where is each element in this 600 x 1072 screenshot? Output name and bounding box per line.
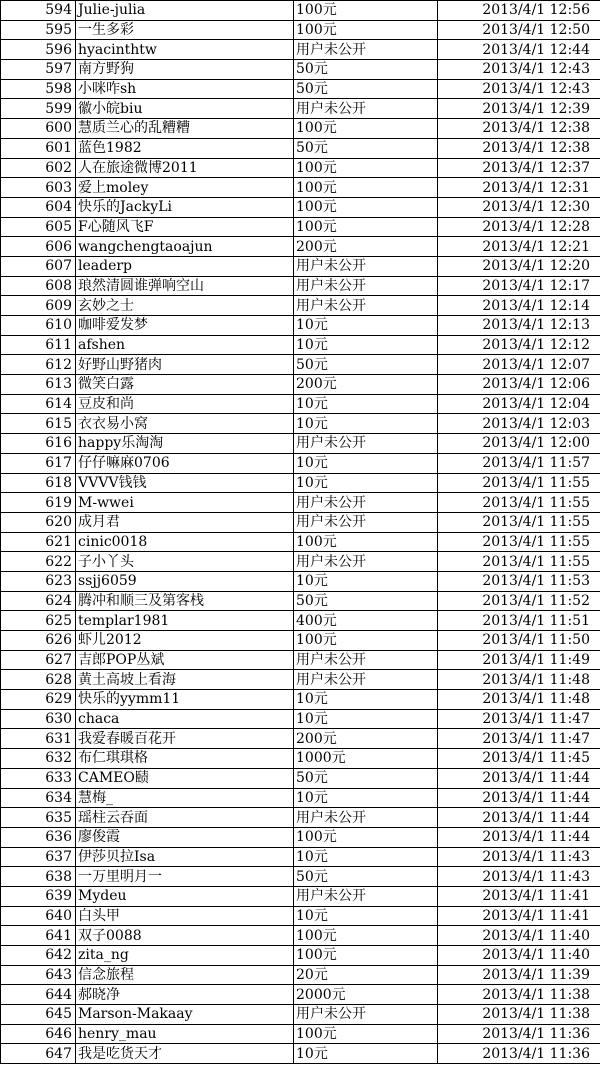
- timestamp-cell: 2013/4/1 12:04: [438, 394, 600, 414]
- timestamp-cell: 2013/4/1 12:38: [438, 119, 600, 139]
- row-number-cell: 647: [1, 1044, 76, 1064]
- amount-cell: 100元: [294, 827, 438, 847]
- table-row: [1, 1044, 600, 1064]
- row-number-cell: 645: [1, 1005, 76, 1025]
- donor-name-cell: 咖啡爱发梦: [76, 316, 294, 336]
- donor-name-cell: 郝晓净: [76, 985, 294, 1005]
- table-row: [1, 158, 600, 178]
- table-row: [1, 631, 600, 651]
- donor-name-cell: happy乐淘淘: [76, 434, 294, 454]
- row-number-cell: 618: [1, 473, 76, 493]
- timestamp-cell: 2013/4/1 12:43: [438, 60, 600, 80]
- amount-cell: 10元: [294, 394, 438, 414]
- donor-name-cell: henry_mau: [76, 1024, 294, 1044]
- table-row: [1, 709, 600, 729]
- row-number-cell: 606: [1, 237, 76, 257]
- amount-cell: 100元: [294, 119, 438, 139]
- donor-name-cell: leaderp: [76, 256, 294, 276]
- amount-cell: 2000元: [294, 985, 438, 1005]
- row-number-cell: 631: [1, 729, 76, 749]
- amount-cell: 100元: [294, 1, 438, 21]
- row-number-cell: 601: [1, 138, 76, 158]
- timestamp-cell: 2013/4/1 11:47: [438, 709, 600, 729]
- row-number-cell: 615: [1, 414, 76, 434]
- row-number-cell: 627: [1, 650, 76, 670]
- amount-cell: 10元: [294, 1044, 438, 1064]
- donor-name-cell: 小咪咋sh: [76, 79, 294, 99]
- donor-name-cell: afshen: [76, 335, 294, 355]
- timestamp-cell: 2013/4/1 11:55: [438, 532, 600, 552]
- timestamp-cell: 2013/4/1 12:03: [438, 414, 600, 434]
- table-row: [1, 99, 600, 119]
- amount-cell: 100元: [294, 158, 438, 178]
- donor-name-cell: hyacinthtw: [76, 40, 294, 60]
- row-number-cell: 594: [1, 1, 76, 21]
- row-number-cell: 636: [1, 827, 76, 847]
- amount-cell: 100元: [294, 631, 438, 651]
- table-row: [1, 1024, 600, 1044]
- timestamp-cell: 2013/4/1 11:52: [438, 591, 600, 611]
- table-row: [1, 690, 600, 710]
- amount-cell: 100元: [294, 1024, 438, 1044]
- table-row: [1, 768, 600, 788]
- row-number-cell: 639: [1, 886, 76, 906]
- row-number-cell: 628: [1, 670, 76, 690]
- row-number-cell: 619: [1, 493, 76, 513]
- table-row: [1, 1, 600, 21]
- timestamp-cell: 2013/4/1 11:45: [438, 749, 600, 769]
- amount-cell: 用户未公开: [294, 434, 438, 454]
- donor-name-cell: 双子0088: [76, 926, 294, 946]
- timestamp-cell: 2013/4/1 11:55: [438, 473, 600, 493]
- amount-cell: 用户未公开: [294, 512, 438, 532]
- row-number-cell: 600: [1, 119, 76, 139]
- table-row: [1, 119, 600, 139]
- table-row: [1, 296, 600, 316]
- amount-cell: 用户未公开: [294, 99, 438, 119]
- donor-name-cell: F心随风飞F: [76, 217, 294, 237]
- timestamp-cell: 2013/4/1 12:43: [438, 79, 600, 99]
- row-number-cell: 595: [1, 20, 76, 40]
- amount-cell: 100元: [294, 197, 438, 217]
- timestamp-cell: 2013/4/1 12:56: [438, 1, 600, 21]
- table-row: [1, 926, 600, 946]
- donor-name-cell: 好野山野猪肉: [76, 355, 294, 375]
- donor-name-cell: 快乐的JackyLi: [76, 197, 294, 217]
- donor-name-cell: 徽小皖biu: [76, 99, 294, 119]
- timestamp-cell: 2013/4/1 12:37: [438, 158, 600, 178]
- timestamp-cell: 2013/4/1 12:07: [438, 355, 600, 375]
- donor-name-cell: M-wwei: [76, 493, 294, 513]
- timestamp-cell: 2013/4/1 12:17: [438, 276, 600, 296]
- timestamp-cell: 2013/4/1 12:38: [438, 138, 600, 158]
- row-number-cell: 596: [1, 40, 76, 60]
- table-row: [1, 985, 600, 1005]
- donor-name-cell: 一生多彩: [76, 20, 294, 40]
- row-number-cell: 608: [1, 276, 76, 296]
- timestamp-cell: 2013/4/1 11:55: [438, 493, 600, 513]
- timestamp-cell: 2013/4/1 12:20: [438, 256, 600, 276]
- timestamp-cell: 2013/4/1 11:43: [438, 847, 600, 867]
- amount-cell: 用户未公开: [294, 886, 438, 906]
- donor-name-cell: Mydeu: [76, 886, 294, 906]
- donor-name-cell: 人在旅途微博2011: [76, 158, 294, 178]
- table-row: [1, 453, 600, 473]
- amount-cell: 200元: [294, 375, 438, 395]
- row-number-cell: 599: [1, 99, 76, 119]
- table-row: [1, 60, 600, 80]
- donor-name-cell: 布仁琪琪格: [76, 749, 294, 769]
- row-number-cell: 642: [1, 946, 76, 966]
- table-row: [1, 650, 600, 670]
- amount-cell: 10元: [294, 709, 438, 729]
- donor-name-cell: 一万里明月一: [76, 867, 294, 887]
- donor-name-cell: Julie-julia: [76, 1, 294, 21]
- table-row: [1, 827, 600, 847]
- row-number-cell: 633: [1, 768, 76, 788]
- row-number-cell: 610: [1, 316, 76, 336]
- timestamp-cell: 2013/4/1 11:55: [438, 552, 600, 572]
- donor-name-cell: 仔仔嘛麻0706: [76, 453, 294, 473]
- table-row: [1, 532, 600, 552]
- timestamp-cell: 2013/4/1 11:41: [438, 886, 600, 906]
- amount-cell: 用户未公开: [294, 276, 438, 296]
- donor-name-cell: 瑶柱云吞面: [76, 808, 294, 828]
- amount-cell: 10元: [294, 414, 438, 434]
- amount-cell: 用户未公开: [294, 670, 438, 690]
- timestamp-cell: 2013/4/1 11:57: [438, 453, 600, 473]
- row-number-cell: 643: [1, 965, 76, 985]
- row-number-cell: 621: [1, 532, 76, 552]
- table-row: [1, 808, 600, 828]
- timestamp-cell: 2013/4/1 12:28: [438, 217, 600, 237]
- table-row: [1, 670, 600, 690]
- donor-name-cell: wangchengtaoajun: [76, 237, 294, 257]
- amount-cell: 用户未公开: [294, 552, 438, 572]
- donor-name-cell: 蓝色1982: [76, 138, 294, 158]
- row-number-cell: 611: [1, 335, 76, 355]
- amount-cell: 50元: [294, 591, 438, 611]
- donor-name-cell: 伊莎贝拉Isa: [76, 847, 294, 867]
- row-number-cell: 623: [1, 571, 76, 591]
- amount-cell: 10元: [294, 473, 438, 493]
- donor-name-cell: 我爱春暖百花开: [76, 729, 294, 749]
- table-row: [1, 473, 600, 493]
- donor-name-cell: 玄妙之士: [76, 296, 294, 316]
- timestamp-cell: 2013/4/1 12:31: [438, 178, 600, 198]
- amount-cell: 用户未公开: [294, 256, 438, 276]
- donor-name-cell: 黄土高坡上看海: [76, 670, 294, 690]
- table-row: [1, 552, 600, 572]
- table-row: [1, 434, 600, 454]
- row-number-cell: 620: [1, 512, 76, 532]
- amount-cell: 10元: [294, 788, 438, 808]
- donor-name-cell: 子小丫头: [76, 552, 294, 572]
- table-row: [1, 375, 600, 395]
- amount-cell: 用户未公开: [294, 808, 438, 828]
- timestamp-cell: 2013/4/1 11:44: [438, 808, 600, 828]
- donor-name-cell: 琅然清圆谁弹响空山: [76, 276, 294, 296]
- amount-cell: 100元: [294, 532, 438, 552]
- donor-name-cell: 虾儿2012: [76, 631, 294, 651]
- amount-cell: 用户未公开: [294, 296, 438, 316]
- timestamp-cell: 2013/4/1 11:53: [438, 571, 600, 591]
- timestamp-cell: 2013/4/1 11:38: [438, 1005, 600, 1025]
- amount-cell: 10元: [294, 335, 438, 355]
- donor-name-cell: 我是吃货天才: [76, 1044, 294, 1064]
- timestamp-cell: 2013/4/1 11:38: [438, 985, 600, 1005]
- table-row: [1, 178, 600, 198]
- donor-name-cell: CAMEO赜: [76, 768, 294, 788]
- row-number-cell: 598: [1, 79, 76, 99]
- timestamp-cell: 2013/4/1 11:44: [438, 827, 600, 847]
- timestamp-cell: 2013/4/1 11:43: [438, 867, 600, 887]
- amount-cell: 50元: [294, 768, 438, 788]
- timestamp-cell: 2013/4/1 11:51: [438, 611, 600, 631]
- row-number-cell: 605: [1, 217, 76, 237]
- amount-cell: 50元: [294, 138, 438, 158]
- table-row: [1, 394, 600, 414]
- table-row: [1, 79, 600, 99]
- table-row: [1, 40, 600, 60]
- donor-name-cell: 快乐的yymm11: [76, 690, 294, 710]
- donor-name-cell: 成月君: [76, 512, 294, 532]
- row-number-cell: 629: [1, 690, 76, 710]
- row-number-cell: 634: [1, 788, 76, 808]
- amount-cell: 10元: [294, 571, 438, 591]
- donor-name-cell: chaca: [76, 709, 294, 729]
- timestamp-cell: 2013/4/1 11:48: [438, 690, 600, 710]
- donation-table-body: [1, 1, 600, 1064]
- table-row: [1, 20, 600, 40]
- timestamp-cell: 2013/4/1 12:21: [438, 237, 600, 257]
- row-number-cell: 613: [1, 375, 76, 395]
- timestamp-cell: 2013/4/1 12:00: [438, 434, 600, 454]
- timestamp-cell: 2013/4/1 11:55: [438, 512, 600, 532]
- row-number-cell: 625: [1, 611, 76, 631]
- row-number-cell: 640: [1, 906, 76, 926]
- row-number-cell: 603: [1, 178, 76, 198]
- amount-cell: 10元: [294, 906, 438, 926]
- amount-cell: 10元: [294, 453, 438, 473]
- table-row: [1, 729, 600, 749]
- timestamp-cell: 2013/4/1 11:48: [438, 670, 600, 690]
- amount-cell: 100元: [294, 926, 438, 946]
- row-number-cell: 641: [1, 926, 76, 946]
- donor-name-cell: 腾冲和顺三及第客栈: [76, 591, 294, 611]
- amount-cell: 100元: [294, 178, 438, 198]
- row-number-cell: 646: [1, 1024, 76, 1044]
- amount-cell: 200元: [294, 237, 438, 257]
- table-row: [1, 316, 600, 336]
- timestamp-cell: 2013/4/1 11:44: [438, 788, 600, 808]
- row-number-cell: 644: [1, 985, 76, 1005]
- amount-cell: 100元: [294, 946, 438, 966]
- timestamp-cell: 2013/4/1 12:39: [438, 99, 600, 119]
- table-row: [1, 591, 600, 611]
- donor-name-cell: 慧质兰心的乱糟糟: [76, 119, 294, 139]
- amount-cell: 用户未公开: [294, 1005, 438, 1025]
- table-row: [1, 571, 600, 591]
- row-number-cell: 609: [1, 296, 76, 316]
- timestamp-cell: 2013/4/1 11:39: [438, 965, 600, 985]
- amount-cell: 50元: [294, 79, 438, 99]
- table-row: [1, 847, 600, 867]
- timestamp-cell: 2013/4/1 12:12: [438, 335, 600, 355]
- timestamp-cell: 2013/4/1 11:44: [438, 768, 600, 788]
- row-number-cell: 638: [1, 867, 76, 887]
- amount-cell: 10元: [294, 316, 438, 336]
- row-number-cell: 632: [1, 749, 76, 769]
- donor-name-cell: Marson-Makaay: [76, 1005, 294, 1025]
- amount-cell: 50元: [294, 867, 438, 887]
- timestamp-cell: 2013/4/1 11:40: [438, 926, 600, 946]
- donor-name-cell: VVVV钱钱: [76, 473, 294, 493]
- row-number-cell: 604: [1, 197, 76, 217]
- amount-cell: 用户未公开: [294, 493, 438, 513]
- timestamp-cell: 2013/4/1 11:40: [438, 946, 600, 966]
- donor-name-cell: 豆皮和尚: [76, 394, 294, 414]
- donor-name-cell: 吉郎POP丛斌: [76, 650, 294, 670]
- amount-cell: 10元: [294, 690, 438, 710]
- amount-cell: 400元: [294, 611, 438, 631]
- row-number-cell: 607: [1, 256, 76, 276]
- timestamp-cell: 2013/4/1 11:36: [438, 1044, 600, 1064]
- timestamp-cell: 2013/4/1 12:50: [438, 20, 600, 40]
- table-row: [1, 217, 600, 237]
- table-row: [1, 414, 600, 434]
- table-row: [1, 1005, 600, 1025]
- table-row: [1, 138, 600, 158]
- donor-name-cell: cinic0018: [76, 532, 294, 552]
- table-row: [1, 906, 600, 926]
- table-row: [1, 946, 600, 966]
- donor-name-cell: ssjj6059: [76, 571, 294, 591]
- amount-cell: 50元: [294, 355, 438, 375]
- row-number-cell: 635: [1, 808, 76, 828]
- table-row: [1, 965, 600, 985]
- row-number-cell: 597: [1, 60, 76, 80]
- table-row: [1, 276, 600, 296]
- amount-cell: 100元: [294, 217, 438, 237]
- table-row: [1, 237, 600, 257]
- row-number-cell: 617: [1, 453, 76, 473]
- table-row: [1, 512, 600, 532]
- row-number-cell: 637: [1, 847, 76, 867]
- amount-cell: 10元: [294, 847, 438, 867]
- donor-name-cell: zita_ng: [76, 946, 294, 966]
- timestamp-cell: 2013/4/1 12:44: [438, 40, 600, 60]
- donor-name-cell: templar1981: [76, 611, 294, 631]
- row-number-cell: 630: [1, 709, 76, 729]
- timestamp-cell: 2013/4/1 11:49: [438, 650, 600, 670]
- table-row: [1, 867, 600, 887]
- amount-cell: 用户未公开: [294, 650, 438, 670]
- row-number-cell: 616: [1, 434, 76, 454]
- timestamp-cell: 2013/4/1 11:36: [438, 1024, 600, 1044]
- table-row: [1, 611, 600, 631]
- donor-name-cell: 廖俊霞: [76, 827, 294, 847]
- table-row: [1, 256, 600, 276]
- donor-name-cell: 南方野狗: [76, 60, 294, 80]
- amount-cell: 20元: [294, 965, 438, 985]
- row-number-cell: 612: [1, 355, 76, 375]
- amount-cell: 50元: [294, 60, 438, 80]
- row-number-cell: 614: [1, 394, 76, 414]
- timestamp-cell: 2013/4/1 12:30: [438, 197, 600, 217]
- table-row: [1, 197, 600, 217]
- amount-cell: 1000元: [294, 749, 438, 769]
- donor-name-cell: 慧梅_: [76, 788, 294, 808]
- row-number-cell: 626: [1, 631, 76, 651]
- row-number-cell: 624: [1, 591, 76, 611]
- donor-name-cell: 白头甲: [76, 906, 294, 926]
- donor-name-cell: 衣衣易小窝: [76, 414, 294, 434]
- amount-cell: 200元: [294, 729, 438, 749]
- timestamp-cell: 2013/4/1 11:41: [438, 906, 600, 926]
- table-row: [1, 749, 600, 769]
- table-row: [1, 355, 600, 375]
- donor-name-cell: 信念旅程: [76, 965, 294, 985]
- amount-cell: 100元: [294, 20, 438, 40]
- donor-name-cell: 爱上moley: [76, 178, 294, 198]
- table-row: [1, 788, 600, 808]
- table-row: [1, 886, 600, 906]
- row-number-cell: 602: [1, 158, 76, 178]
- row-number-cell: 622: [1, 552, 76, 572]
- timestamp-cell: 2013/4/1 12:06: [438, 375, 600, 395]
- timestamp-cell: 2013/4/1 12:13: [438, 316, 600, 336]
- donor-name-cell: 微笑白露: [76, 375, 294, 395]
- timestamp-cell: 2013/4/1 11:50: [438, 631, 600, 651]
- table-row: [1, 335, 600, 355]
- table-row: [1, 493, 600, 513]
- timestamp-cell: 2013/4/1 11:47: [438, 729, 600, 749]
- timestamp-cell: 2013/4/1 12:14: [438, 296, 600, 316]
- amount-cell: 用户未公开: [294, 40, 438, 60]
